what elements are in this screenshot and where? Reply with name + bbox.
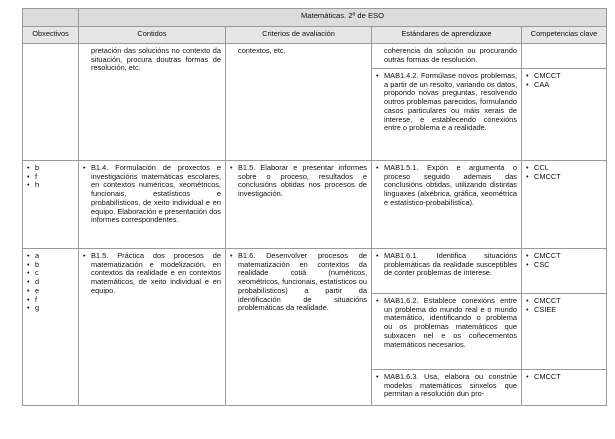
objective-item: • b bbox=[27, 164, 74, 173]
table-row bbox=[23, 44, 607, 161]
objective-item: • d bbox=[27, 278, 74, 287]
competence-item: • CCL bbox=[526, 164, 602, 173]
criterion-item: • B1.5. Elaborar e presentar informes sobre o proceso, resultados e conclusións obtidas nos procesos de investigación. bbox=[230, 164, 367, 199]
objective-item: • a bbox=[27, 252, 74, 261]
header-criterios: Criterios de avaliación bbox=[226, 27, 372, 44]
obxectivos-cell bbox=[23, 249, 79, 406]
obxectivos-cell bbox=[23, 44, 79, 161]
objective-item: • b bbox=[27, 261, 74, 270]
competencias-cell bbox=[522, 161, 607, 249]
estandares-cell: coherencia da solución ou procurando outras formas de resolución. • MAB1.4.2. Formúlase novos problemas, a partir de un resolto, variando os datos, propondo novas preguntas, resolvendo outros problemas parecidos, formulando casos particulares ou máis xerais de interese, e establecendo conexións entre o problema e a realidade. bbox=[372, 44, 522, 161]
header-competencias: Competencias clave bbox=[522, 27, 607, 44]
standard-item: • MAB1.6.1. Identifica situacións problemáticas da realidade susceptibles de conter problemas de interese. bbox=[376, 252, 517, 278]
objective-item: • f bbox=[27, 173, 74, 182]
table-row bbox=[23, 161, 607, 249]
standard-item: • MAB1.5.1. Expón e argumenta o proceso seguido ademais das conclusións obtidas, utilizando distintas linguaxes (alxébrica, gráfica, xeométrica e estatístico-probabilística). bbox=[376, 164, 517, 208]
estandares-cell bbox=[372, 249, 522, 406]
table-row bbox=[23, 249, 607, 406]
competence-item: • CMCCT bbox=[526, 297, 602, 306]
competencias-cell bbox=[522, 44, 607, 161]
curriculum-table bbox=[22, 8, 607, 406]
standard-item: • MAB1.4.2. Formúlase novos problemas, a partir de un resolto, variando os datos, propondo novas preguntas, resolvendo outros problemas parecidos, formulando casos particulares ou máis xerais de interese, e establecendo conexións entre o problema e a realidade. bbox=[376, 72, 517, 133]
criterios-cell bbox=[226, 161, 372, 249]
competence-item: • CSC bbox=[526, 261, 602, 270]
contidos-cell bbox=[79, 249, 226, 406]
competence-item: • CMCCT bbox=[526, 373, 602, 382]
corner-cell bbox=[23, 9, 79, 27]
criterios-cell bbox=[226, 249, 372, 406]
competence-item: • CAA bbox=[526, 81, 602, 90]
content-item: • B1.5. Práctica dos procesos de matematización e modelización, en contextos da realidade e en contextos matemáticos, de xeito individual e en equipo. bbox=[83, 252, 221, 296]
competence-item: • CMCCT bbox=[526, 252, 602, 261]
table-title: Matemáticas. 2º de ESO bbox=[79, 9, 607, 27]
objective-item: • f bbox=[27, 296, 74, 305]
objective-item: • g bbox=[27, 304, 74, 313]
objective-item: • c bbox=[27, 269, 74, 278]
contidos-cell bbox=[79, 161, 226, 249]
contidos-cell: pretación das solucións no contexto da situación, procura doutras formas de resolución, etc. bbox=[79, 44, 226, 161]
obxectivos-cell bbox=[23, 161, 79, 249]
standard-item: • MAB1.6.3. Usa, elabora ou constrúe modelos matemáticos sinxelos que permitan a resolución dun pro- bbox=[376, 373, 517, 399]
criterion-item: • B1.6. Desenvolver procesos de matematización en contextos da realidade cotiá (numéricos, xeométricos, funcionais, estatísticos ou probabilísticos) a partir da identificación de situacións problemáticas da realidade. bbox=[230, 252, 367, 313]
criterios-cell: contextos, etc. bbox=[226, 44, 372, 161]
content-item: • B1.4. Formulación de proxectos e investigacións matemáticas escolares, en contextos numéricos, xeométricos, funcionais, estatísticos e probabilísticos, de xeito individual e en equipo. Elaboración e presentación dos informes correspondentes. bbox=[83, 164, 221, 225]
objective-item: • h bbox=[27, 181, 74, 190]
header-contidos: Contidos bbox=[79, 27, 226, 44]
standard-item: • MAB1.6.2. Establece conexións entre un problema do mundo real e o mundo matemático, identificando o problema ou os problemas matemáticos que subxacen nel e os coñecementos matemáticos necesarios. bbox=[376, 297, 517, 349]
competence-item: • CSIEE bbox=[526, 306, 602, 315]
competence-item: • CMCCT bbox=[526, 72, 602, 81]
competencias-cell bbox=[522, 249, 607, 406]
competence-item: • CMCCT bbox=[526, 173, 602, 182]
header-obxectivos: Obxectivos bbox=[23, 27, 79, 44]
objective-item: • e bbox=[27, 287, 74, 296]
header-estandares: Estándares de aprendizaxe bbox=[372, 27, 522, 44]
estandares-cell bbox=[372, 161, 522, 249]
